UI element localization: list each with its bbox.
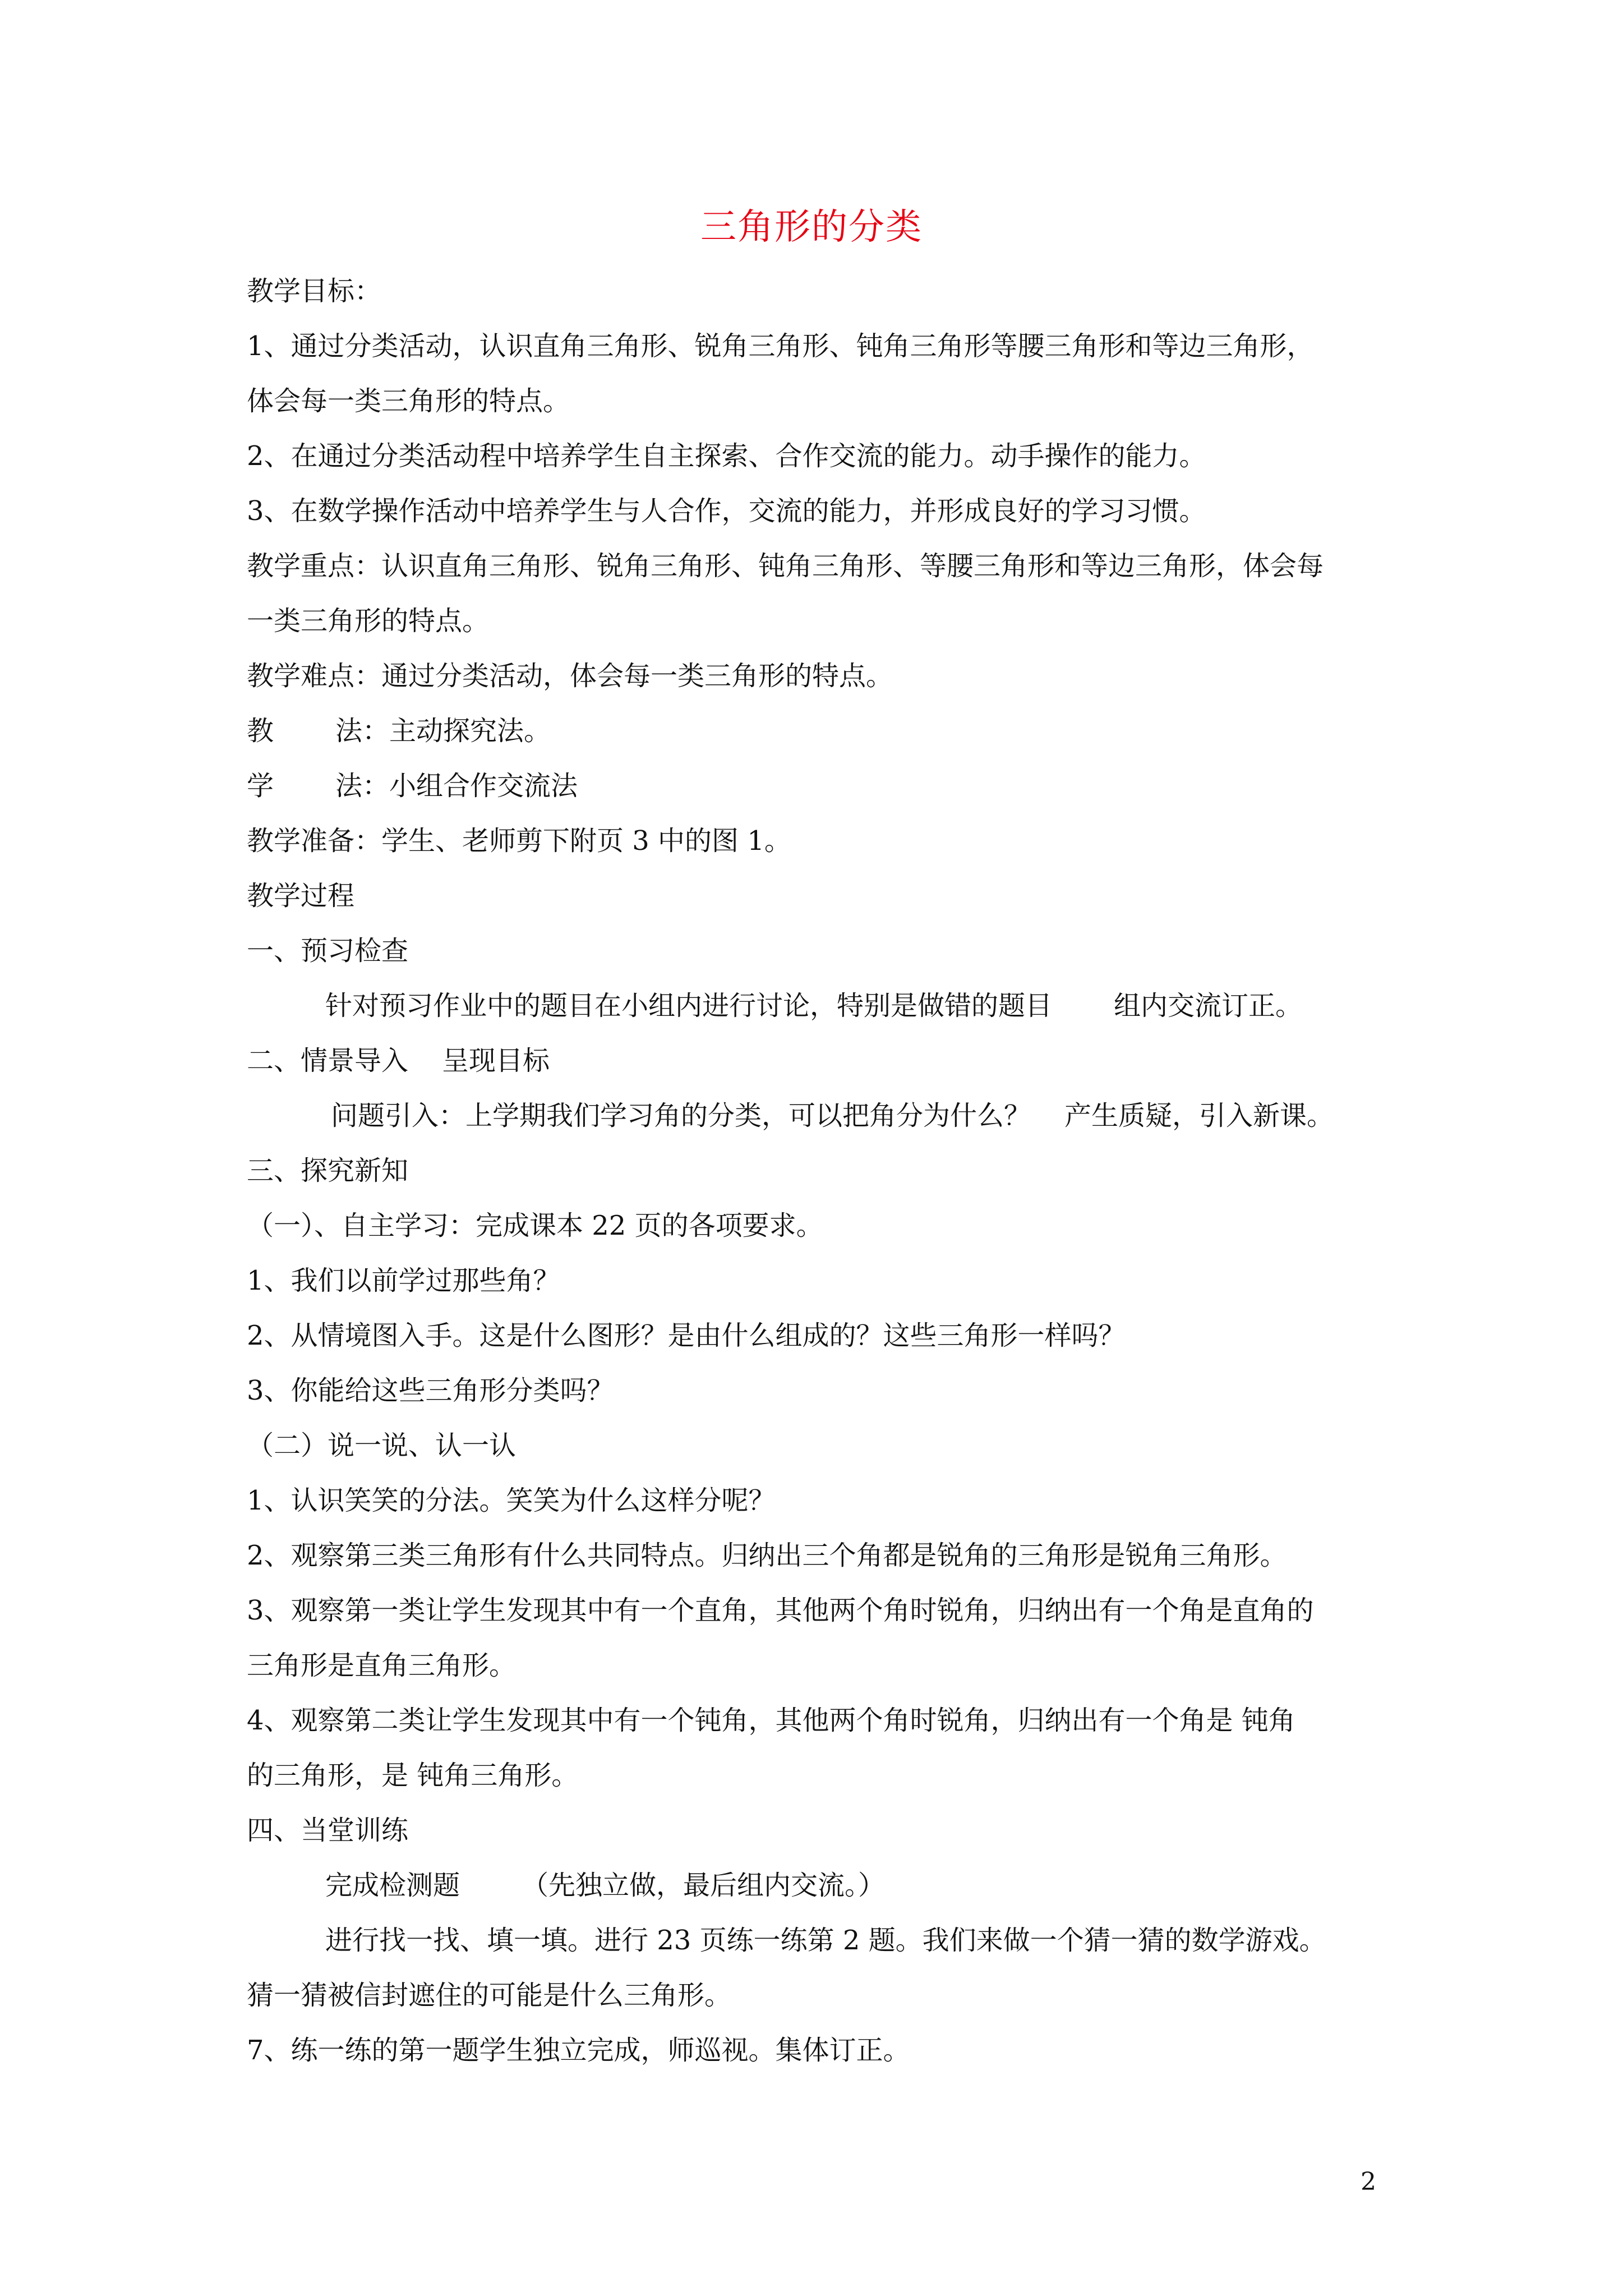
text-line: 4、观察第二类让学生发现其中有一个钝角，其他两个角时锐角，归纳出有一个角是 钝角 xyxy=(247,1705,1295,1736)
document-body xyxy=(247,264,1391,2078)
text-line: 三角形是直角三角形。 xyxy=(247,1650,517,1681)
text-line: 1、认识笑笑的分法。笑笑为什么这样分呢？ xyxy=(247,1485,776,1516)
preview-text-end: 组内交流订正。 xyxy=(1114,990,1303,1022)
text-line: 3、观察第一类让学生发现其中有一个直角，其他两个角时锐角，归纳出有一个角是直角的 xyxy=(247,1595,1314,1626)
text-line: 进行找一找、填一填。进行 23 页练一练第 2 题。我们来做一个猜一猜的数学游戏。 xyxy=(325,1925,1326,1956)
section-heading-text: 二、情景导入 xyxy=(247,1045,409,1076)
text-line: 7、练一练的第一题学生独立完成，师巡视。集体订正。 xyxy=(247,2035,910,2066)
text-line: 2、在通过分类活动程中培养学生自主探索、合作交流的能力。动手操作的能力。 xyxy=(247,440,1206,472)
text-line: 2、从情境图入手。这是什么图形？是由什么组成的？这些三角形一样吗？ xyxy=(247,1320,1126,1351)
teaching-method-value: 法：主动探究法。 xyxy=(335,715,551,747)
text-line: 1、我们以前学过那些角？ xyxy=(247,1265,560,1296)
text-line: 体会每一类三角形的特点。 xyxy=(247,385,570,417)
intro-line xyxy=(247,1088,1391,1143)
training-note: （先独立做，最后组内交流。） xyxy=(522,1870,886,1901)
training-line xyxy=(247,1858,1391,1913)
text-line: 3、你能给这些三角形分类吗？ xyxy=(247,1375,614,1406)
teaching-method-label: 教 xyxy=(247,715,274,747)
text-line: 一类三角形的特点。 xyxy=(247,605,490,637)
text-line: 教学难点：通过分类活动，体会每一类三角形的特点。 xyxy=(247,660,893,692)
learning-method-line xyxy=(247,758,1391,813)
text-line: 2、观察第三类三角形有什么共同特点。归纳出三个角都是锐角的三角形是锐角三角形。 xyxy=(247,1540,1287,1571)
text-line: 三、探究新知 xyxy=(247,1155,409,1186)
section-heading xyxy=(247,1033,1391,1088)
text-line: 教学准备：学生、老师剪下附页 3 中的图 1。 xyxy=(247,825,791,857)
intro-text: 问题引入：上学期我们学习角的分类，可以把角分为什么？ xyxy=(331,1100,1031,1131)
text-line: （二）说一说、认一认 xyxy=(247,1430,517,1461)
intro-text-end: 产生质疑，引入新课。 xyxy=(1064,1100,1334,1131)
page-number: 2 xyxy=(1361,2168,1376,2196)
learning-method-label: 学 xyxy=(247,770,274,802)
text-line: （一）、自主学习：完成课本 22 页的各项要求。 xyxy=(247,1210,823,1241)
text-line: 的三角形，是 钝角三角形。 xyxy=(247,1760,579,1791)
training-text: 完成检测题 xyxy=(325,1870,460,1901)
text-line: 教学重点：认识直角三角形、锐角三角形、钝角三角形、等腰三角形和等边三角形，体会每 xyxy=(247,550,1324,582)
text-line: 教学过程 xyxy=(247,880,355,912)
text-line: 3、在数学操作活动中培养学生与人合作，交流的能力，并形成良好的学习习惯。 xyxy=(247,495,1206,527)
document-title: 三角形的分类 xyxy=(700,206,923,248)
text-line: 四、当堂训练 xyxy=(247,1815,409,1846)
teaching-method-line xyxy=(247,703,1391,758)
text-line: 教学目标： xyxy=(247,275,382,307)
preview-text: 针对预习作业中的题目在小组内进行讨论，特别是做错的题目 xyxy=(325,990,1053,1022)
text-line: 1、通过分类活动，认识直角三角形、锐角三角形、钝角三角形等腰三角形和等边三角形， xyxy=(247,330,1314,362)
section-heading-subtext: 呈现目标 xyxy=(442,1045,550,1076)
text-line: 一、预习检查 xyxy=(247,935,409,967)
preview-line xyxy=(247,978,1391,1033)
learning-method-value: 法：小组合作交流法 xyxy=(335,770,578,802)
text-line: 猜一猜被信封遮住的可能是什么三角形。 xyxy=(247,1980,732,2011)
